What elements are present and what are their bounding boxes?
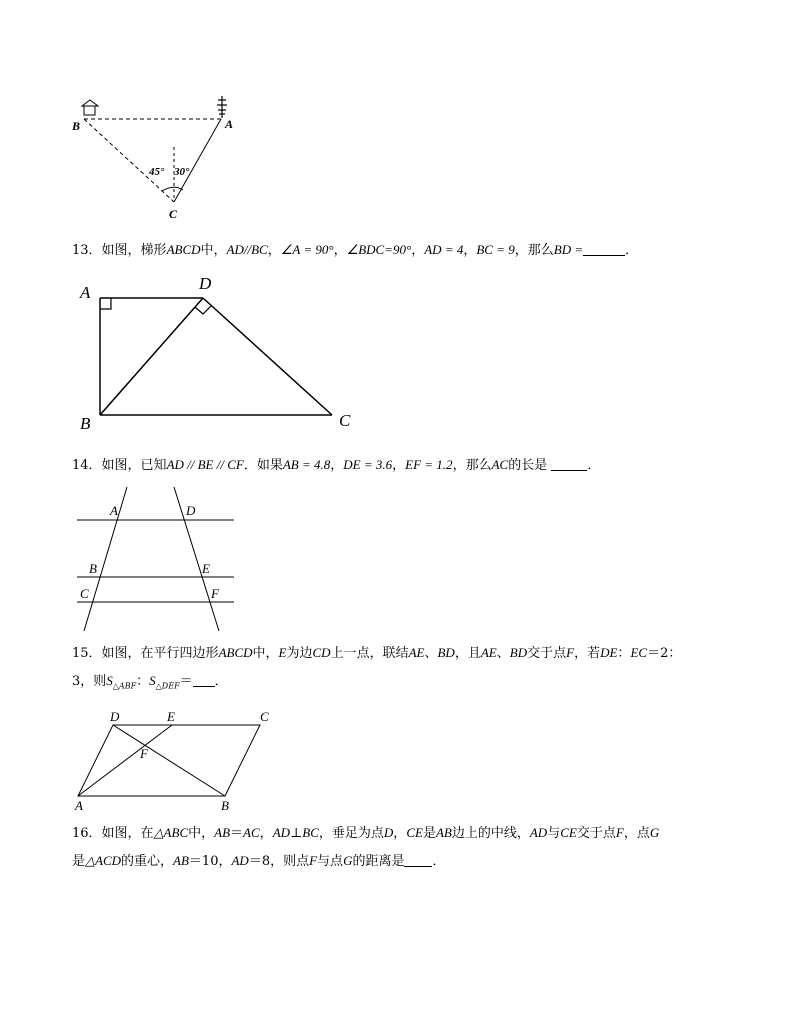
question-number: 13． <box>72 243 102 258</box>
question-number: 15． <box>72 646 102 661</box>
question-16: 16．如图，在△ABC中，AB＝AC，AD⊥BC，垂足为点D，CE是AB边上的中线，AD与CE交于点F，点G <box>72 825 660 841</box>
segment-ac <box>174 119 221 202</box>
label-a: A <box>225 117 234 131</box>
label-c: C <box>339 411 351 430</box>
question-13: 13．如图，梯形ABCD中，AD//BC，∠A = 90°，∠BDC=90°，AD = 4，BC = 9，那么BD = ． <box>72 242 639 258</box>
label-e: E <box>202 561 210 576</box>
label-c: C <box>260 709 269 724</box>
label-b: B <box>80 414 91 433</box>
answer-blank[interactable] <box>551 456 587 471</box>
label-angle-45: 45° <box>149 166 165 178</box>
question-15: 15．如图，在平行四边形ABCD中，E为边CD上一点，联结AE、BD，且AE、BD交于点F，若DE：EC＝2： <box>72 645 682 661</box>
label-d: D <box>186 503 196 518</box>
segment-bc <box>84 119 174 202</box>
right-angle-mark-d <box>195 306 211 314</box>
figure-q12 <box>66 92 256 227</box>
figure-q13 <box>72 272 362 437</box>
label-c: C <box>169 207 178 221</box>
right-angle-mark-a <box>100 298 111 309</box>
label-angle-30: 30° <box>174 166 190 178</box>
figure-q14 <box>72 484 242 634</box>
angle-arc <box>162 187 183 191</box>
question-16-line-2: 是△ACD的重心，AB＝10，AD＝8，则点F与点G的距离是 ． <box>72 853 446 869</box>
label-e: E <box>167 709 175 724</box>
label-d: D <box>199 274 212 293</box>
tree-icon <box>217 96 227 118</box>
question-14: 14．如图，已知AD // BE // CF．如果AB = 4.8，DE = 3.6，EF = 1.2，那么AC的长是 ． <box>72 457 601 473</box>
answer-blank[interactable] <box>583 241 625 256</box>
label-a: A <box>110 503 118 518</box>
figure-q15 <box>72 706 282 816</box>
label-a: A <box>80 283 91 302</box>
label-b: B <box>72 119 81 133</box>
question-number: 14． <box>72 458 102 473</box>
label-b: B <box>221 798 229 813</box>
label-f: F <box>211 586 219 601</box>
house-icon <box>82 100 98 115</box>
label-d: D <box>110 709 120 724</box>
label-a: A <box>75 798 83 813</box>
label-b: B <box>89 561 97 576</box>
label-c: C <box>80 586 89 601</box>
question-number: 16． <box>72 826 102 841</box>
label-f: F <box>140 746 148 761</box>
answer-blank[interactable] <box>193 672 215 687</box>
answer-blank[interactable] <box>404 852 432 867</box>
question-15-line-2: 3，则$S_{\triangle ABF}$：$S_{\triangle DEF}=$ ． <box>72 673 228 691</box>
